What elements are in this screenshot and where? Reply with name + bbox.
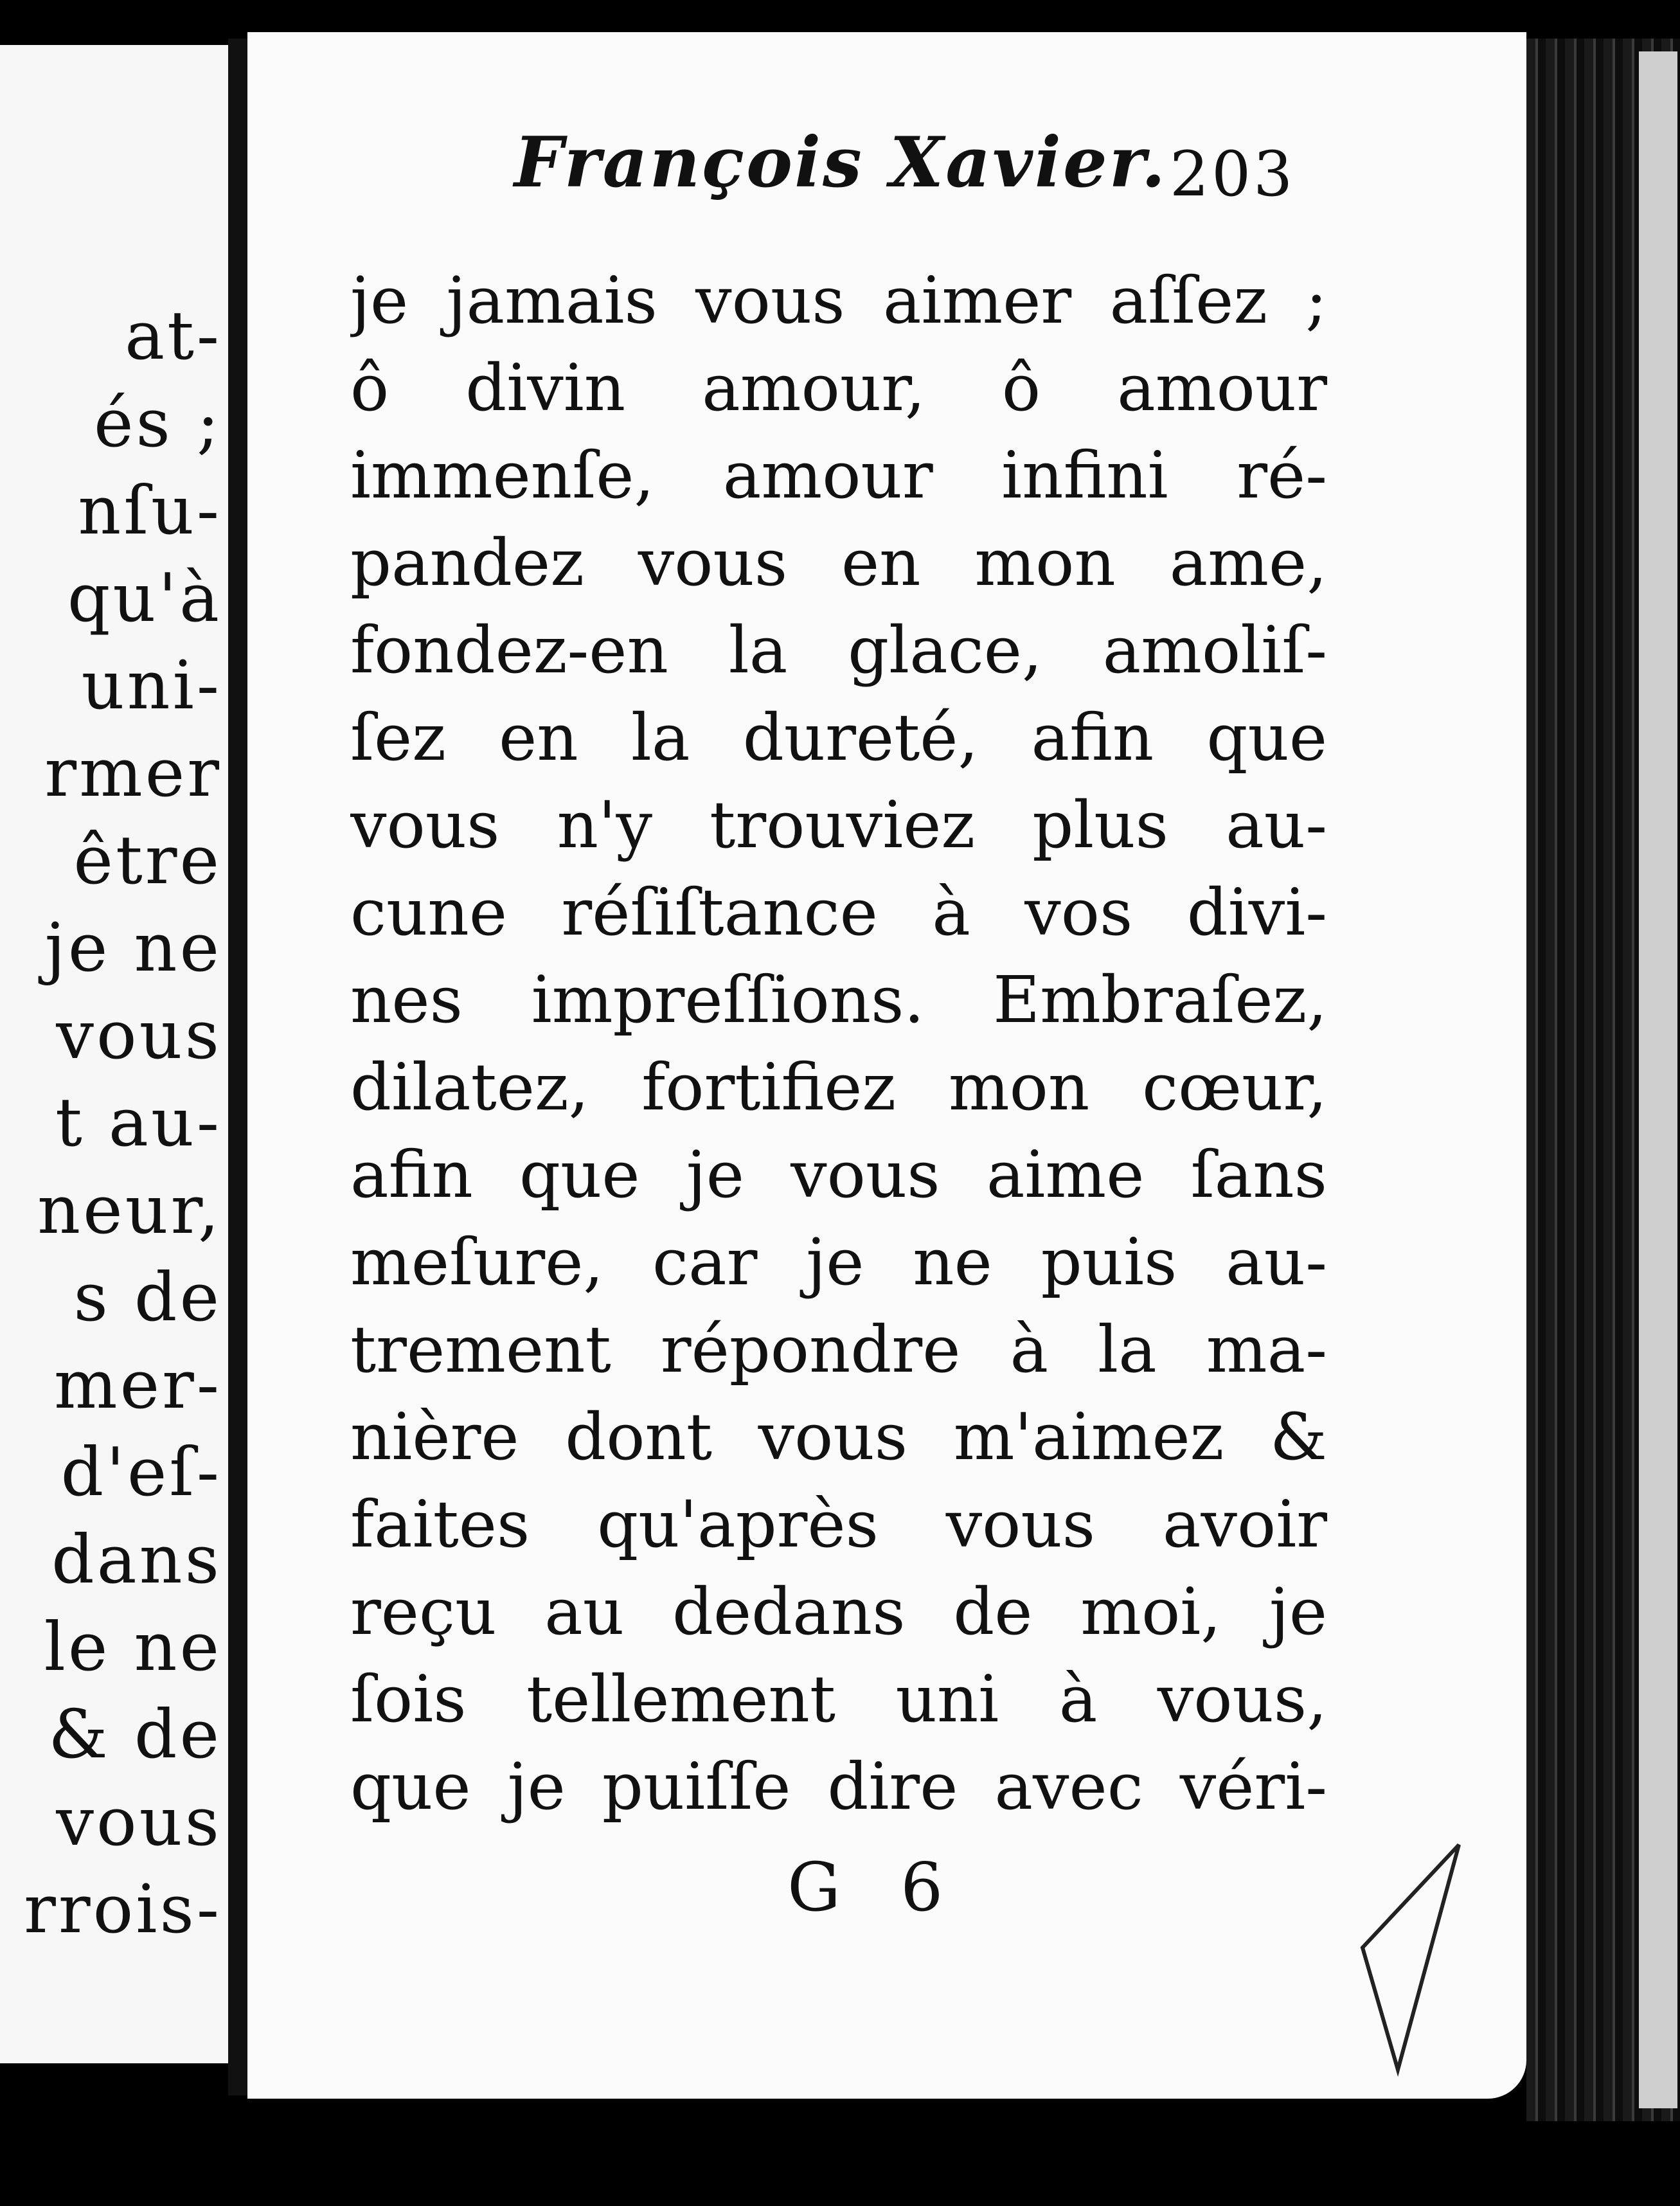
text-line: cune réſiſtance à vos divi-: [350, 875, 1327, 950]
signature-mark: G 6: [787, 1848, 963, 1926]
left-page-line: at-: [125, 296, 222, 375]
left-page-line: mer-: [53, 1345, 222, 1424]
left-page-line: je ne: [44, 908, 222, 987]
text-line: nes impreſſions. Embraſez,: [350, 962, 1327, 1037]
left-page-line: nſu-: [78, 471, 222, 550]
left-page-line: neur,: [37, 1170, 222, 1249]
left-page-line: és ;: [93, 384, 222, 462]
left-page-line: rmer: [44, 733, 222, 812]
left-page-line: vous: [56, 1782, 222, 1861]
body-text: [350, 257, 1327, 1831]
text-line: vous n'y trouviez plus au-: [350, 787, 1327, 863]
text-line: ſez en la dureté, afin que: [350, 700, 1327, 775]
text-line: ſois tellement uni à vous,: [350, 1662, 1327, 1737]
text-line: nière dont vous m'aimez &: [350, 1399, 1327, 1475]
left-page-line: dans: [51, 1520, 222, 1599]
left-page-line: le ne: [44, 1608, 222, 1686]
text-line: que je puiſſe dire avec véri-: [350, 1749, 1327, 1824]
text-line: immenſe, amour infini ré-: [350, 438, 1327, 513]
left-page-line: vous: [56, 996, 222, 1074]
text-line: meſure, car je ne puis au-: [350, 1224, 1327, 1300]
book-gutter: [228, 39, 247, 2095]
left-page-line: qu'à: [67, 559, 222, 637]
folded-corner: [1324, 1838, 1542, 2108]
left-page: [0, 45, 228, 2063]
left-page-line: être: [73, 821, 222, 899]
left-page-line: rrois-: [24, 1870, 222, 1948]
left-page-line: d'eſ-: [60, 1433, 222, 1511]
text-line: afin que je vous aime ſans: [350, 1137, 1327, 1212]
text-line: fondez-en la glace, amoliſ-: [350, 613, 1327, 688]
text-line: trement répondre à la ma-: [350, 1312, 1327, 1387]
text-line: je jamais vous aimer aſſez ;: [350, 263, 1327, 338]
left-page-line: uni-: [81, 646, 222, 724]
text-line: faites qu'après vous avoir: [350, 1487, 1327, 1562]
text-line: ô divin amour, ô amour: [350, 350, 1327, 426]
left-page-line: s de: [73, 1258, 222, 1336]
running-head: François Xavier.: [514, 122, 1168, 203]
page-edge-highlight: [1639, 51, 1677, 2108]
text-line: reçu au dedans de moi, je: [350, 1574, 1327, 1649]
left-page-line: & de: [48, 1695, 222, 1773]
text-line: pandez vous en mon ame,: [350, 525, 1327, 600]
left-page-line: t au-: [55, 1083, 222, 1161]
page-number: 203: [1170, 138, 1296, 210]
text-line: dilatez, fortifiez mon cœur,: [350, 1050, 1327, 1125]
